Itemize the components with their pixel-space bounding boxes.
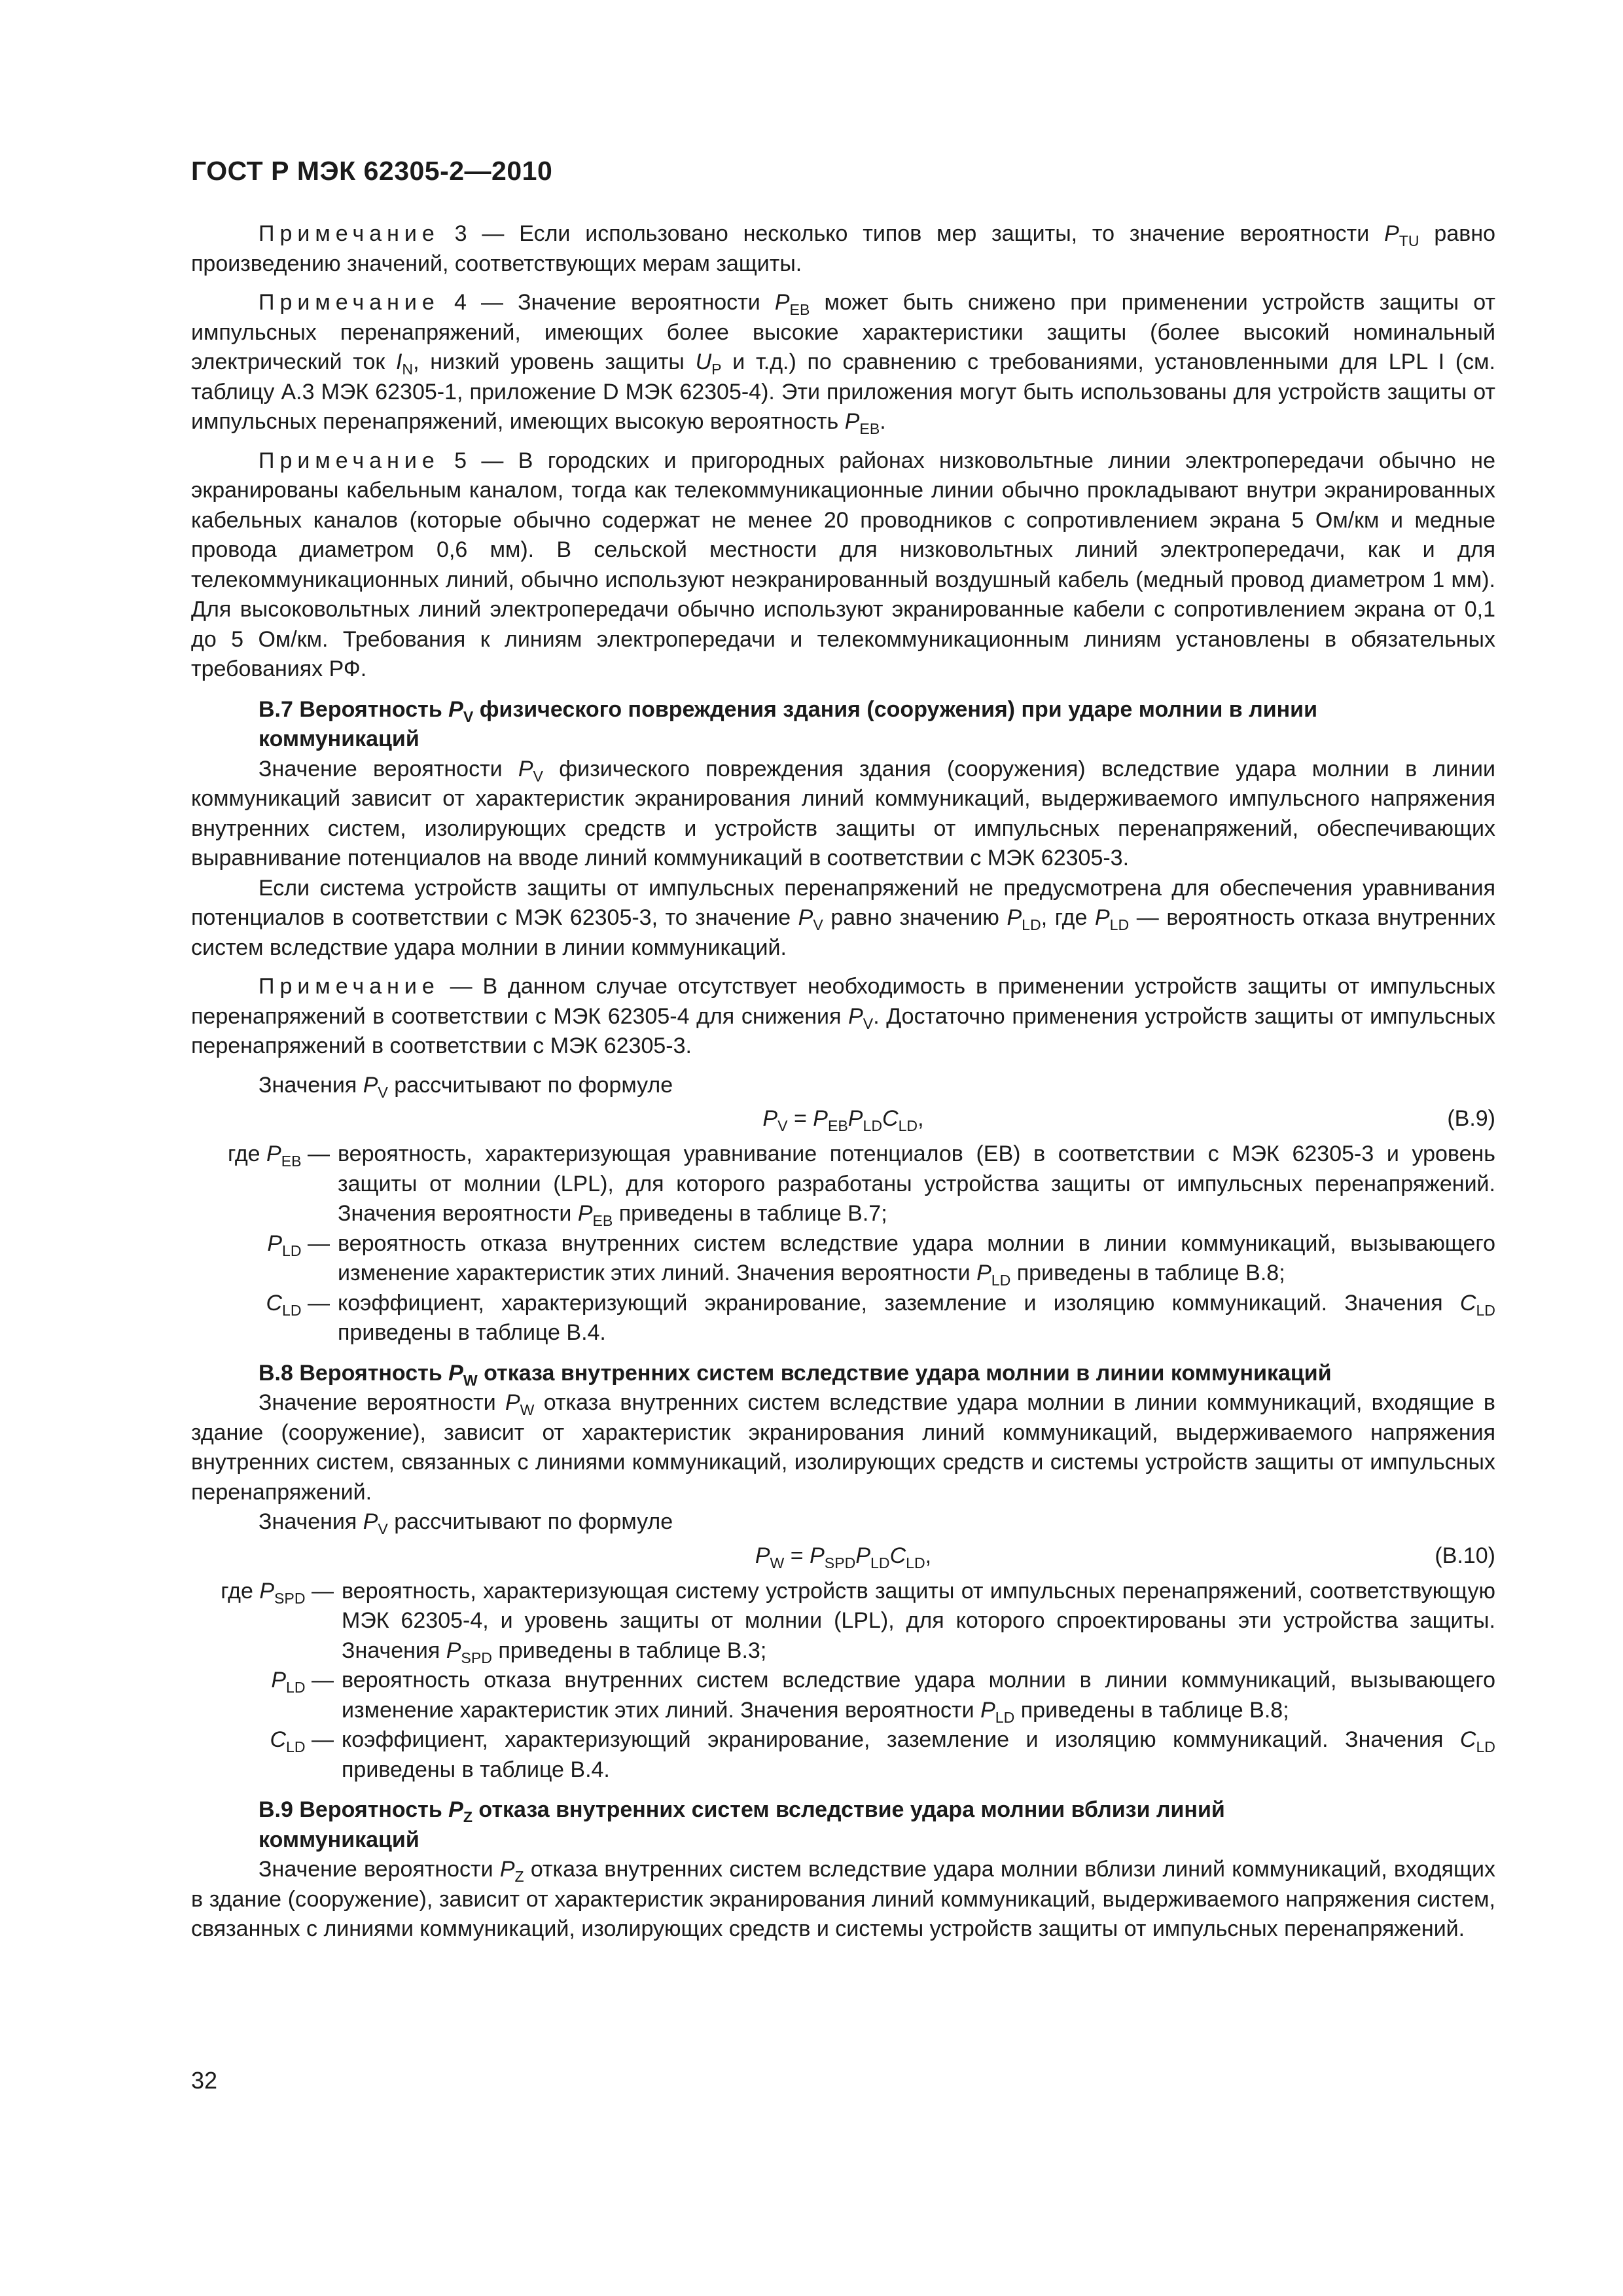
formula-number: (B.9) — [1447, 1106, 1495, 1131]
note-3: Примечание 3 — Если использовано несколько типов мер защиты, то значение вероятности $P_{TU}$ равно произведению значений, соответствующих мерам защиты. — [191, 221, 1496, 276]
definition-item: где $P_{SPD}$ — вероятность, характеризующая систему устройств защиты от импульсных перенапряжений, соответствующую МЭК 62305-4, и уровень защиты от молнии (LPL), для которого спроектированы эти устройства защиты. Значения $P_{SPD}$ приведены в таблице В.3; — [221, 1578, 1495, 1666]
definitions-b10 — [191, 1577, 1495, 1785]
paragraph: Значение вероятности $P_V$ физического повреждения здания (сооружения) вследствие удара молнии в линии коммуникаций зависит от характеристик экранирования линий коммуникаций, выдерживаемого импульсного напряжения внутренних систем, изолирующих средств и устройств защиты от импульсных перенапряжений, обеспечивающих выравнивание потенциалов на вводе линий коммуникаций в соответствии с МЭК 62305-3. — [191, 756, 1495, 870]
note-b7: Примечание — В данном случае отсутствует необходимость в применении устройств защиты от импульсных перенапряжений в соответствии с МЭК 62305-4 для снижения $P_V$. Достаточно применения устройств защиты от импульсных перенапряжений в соответствии с МЭК 62305-3. — [191, 974, 1495, 1058]
definition-item: $P_{LD}$ — вероятность отказа внутренних систем вследствие удара молнии в линии коммуникаций, вызывающего изменение характеристик этих линий. Значения вероятности $P_{LD}$ приведены в таблице В.8; — [271, 1668, 1495, 1726]
formula-expression: $P_W = P_{SPD}P_{LD}C_{LD}$, — [755, 1543, 932, 1571]
note-label: Примечание — [259, 974, 440, 999]
section-heading-b8: В.8 Вероятность $P_W$ отказа внутренних систем вследствие удара молнии в линии коммуникаций — [259, 1360, 1332, 1389]
definition-item: где $P_{EB}$ — вероятность, характеризующая уравнивание потенциалов (ЕВ) в соответствии с МЭК 62305-3 и уровень защиты от молнии (LPL), для которого разработаны устройства защиты от импульсных перенапряжений. Значения вероятности $P_{EB}$ приведены в таблице В.7; — [227, 1141, 1495, 1229]
section-heading-b7: В.7 Вероятность $P_V$ физического повреждения здания (сооружения) при ударе молнии в линии коммуникаций — [259, 696, 1317, 751]
note-label: Примечание — [259, 448, 440, 473]
page-number: 32 — [191, 2067, 218, 2094]
document-header: ГОСТ Р МЭК 62305-2—2010 — [191, 156, 553, 186]
definition-item: $C_{LD}$ — коэффициент, характеризующий экранирование, заземление и изоляцию коммуникаций. Значения $C_{LD}$ приведены в таблице В.4. — [266, 1290, 1495, 1345]
document-body — [191, 219, 1495, 1945]
paragraph: Если система устройств защиты от импульсных перенапряжений не предусмотрена для обеспечения уравнивания потенциалов в соответствии с МЭК 62305-3, то значение $P_V$ равно значению $P_{LD}$, где $P_{LD}$ — вероятность отказа внутренних систем вследствие удара молнии в линии коммуникаций. — [191, 875, 1495, 960]
definition-item: $C_{LD}$ — коэффициент, характеризующий экранирование, заземление и изоляцию коммуникаций. Значения $C_{LD}$ приведены в таблице В.4. — [270, 1727, 1495, 1782]
formula-number: (B.10) — [1435, 1543, 1495, 1568]
formula-b10 — [191, 1541, 1495, 1577]
definition-item: $P_{LD}$ — вероятность отказа внутренних систем вследствие удара молнии в линии коммуникаций, вызывающего изменение характеристик этих линий. Значения вероятности $P_{LD}$ приведены в таблице В.8; — [267, 1230, 1495, 1289]
paragraph: Значение вероятности $P_W$ отказа внутренних систем вследствие удара молнии в линии коммуникаций, входящие в здание (сооружение), зависит от характеристик экранирования линий коммуникаций, выдерживаемого напряжения внутренних систем, связанных с линиями коммуникаций, изолирующих средств и системы устройств защиты от импульсных перенапряжений. — [191, 1390, 1495, 1505]
note-5: Примечание 5 — В городских и пригородных районах низковольтные линии электропередачи обычно не экранированы кабельным каналом, тогда как телекоммуникационные линии обычно прокладывают внутри экранированных кабельных каналов (которые обычно содержат не менее 20 проводников с сопротивлением экрана 5 Ом/км и медные провода диаметром 0,6 мм). В сельской местности для низковольтных линий электропередачи, как и для телекоммуникационных линий, обычно используют неэкранированный воздушный кабель (медный провод диаметром 1 мм). Для высоковольтных линий электропередачи обычно используют экранированные кабели с сопротивлением экрана от 0,1 до 5 Ом/км. Требования к линиям электропередачи и телекоммуникационным линиям установлены в обязательных требованиях РФ. — [191, 448, 1495, 681]
formula-b9 — [191, 1104, 1495, 1139]
note-label: Примечание — [259, 290, 440, 315]
note-label: Примечание — [259, 221, 440, 246]
formula-intro: Значения $P_V$ рассчитывают по формуле — [259, 1509, 673, 1537]
formula-intro: Значения $P_V$ рассчитывают по формуле — [259, 1072, 673, 1101]
section-heading-b9: В.9 Вероятность $P_Z$ отказа внутренних систем вследствие удара молнии вблизи линий коммуникаций — [259, 1797, 1225, 1852]
note-4: Примечание 4 — Значение вероятности $P_{EB}$ может быть снижено при применении устройств защиты от импульсных перенапряжений, имеющих более высокие характеристики защиты (более высокий номинальный электрический ток $I_N$, низкий уровень защиты $U_P$ и т.д.) по сравнению с требованиями, установленными для LPL I (см. таблицу А.3 МЭК 62305-1, приложение D МЭК 62305-4). Эти приложения могут быть использованы для устройств защиты от импульсных перенапряжений, имеющих высокую вероятность $P_{EB}$. — [191, 290, 1495, 437]
paragraph: Значение вероятности $P_Z$ отказа внутренних систем вследствие удара молнии вблизи линий коммуникаций, входящих в здание (сооружение), зависит от характеристик экранирования линий коммуникаций, выдерживаемого напряжения систем, связанных с линиями коммуникаций, изолирующих средств и системы устройств защиты от импульсных перенапряжений. — [191, 1857, 1495, 1941]
definitions-b9 — [191, 1139, 1495, 1348]
formula-expression: $P_V = P_{EB}P_{LD}C_{LD}$, — [762, 1106, 924, 1134]
